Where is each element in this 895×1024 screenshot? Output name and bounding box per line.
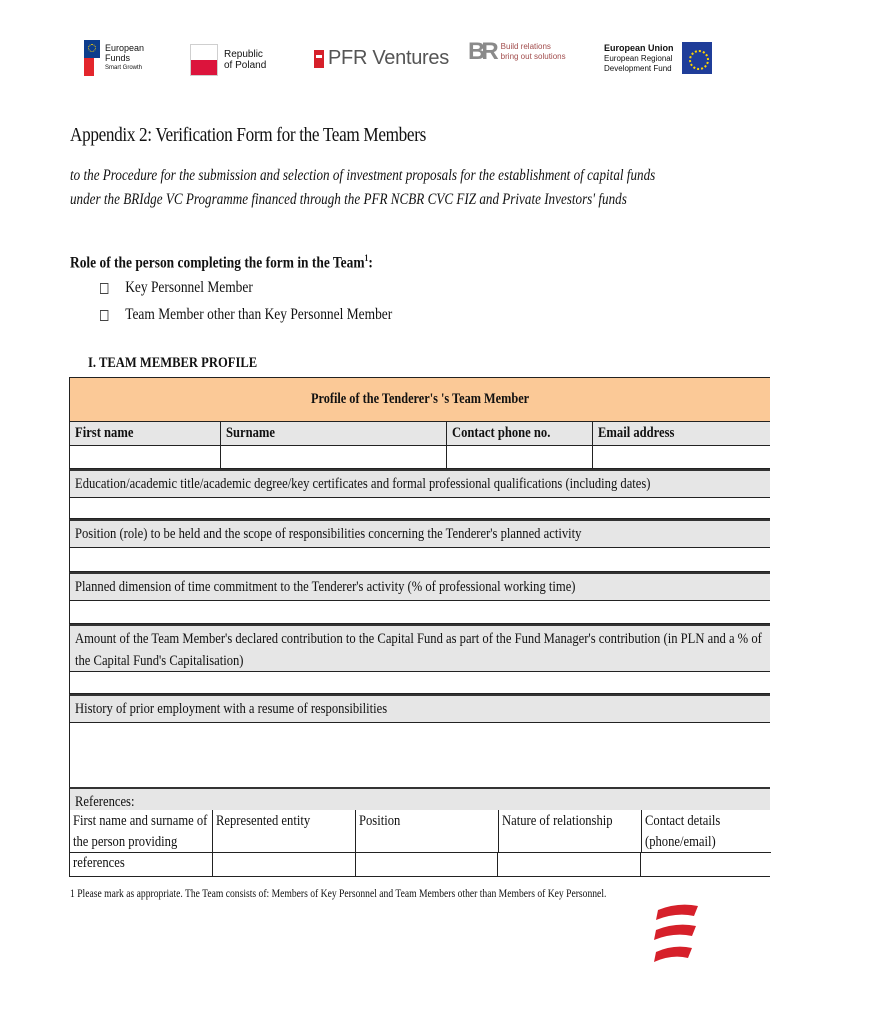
position-label — [69, 519, 770, 548]
page-subtitle: to the Procedure for the submission and selection of investment proposals for the establishment of capital funds under the BRIdge VC Programme financed through the PFR NCBR CVC FIZ and Private Investors' funds — [70, 167, 656, 208]
pfr-icon — [314, 50, 324, 68]
column-header-first-name — [70, 422, 221, 446]
column-header-position — [356, 810, 499, 853]
employment-history-field[interactable] — [69, 723, 770, 787]
name-input-row — [69, 446, 770, 469]
column-header-text: Position — [359, 813, 401, 829]
checkbox-icon[interactable] — [100, 310, 108, 321]
column-header-relationship — [499, 810, 642, 853]
role-heading-text: Role of the person completing the form in the Team — [70, 254, 365, 272]
name-header-row — [69, 422, 770, 446]
field-label-text: History of prior employment with a resume of responsibilities — [75, 701, 388, 717]
column-header-text: Nature of relationship — [502, 813, 613, 829]
eu-line2: European Regional — [604, 53, 673, 63]
column-header-contact-details — [642, 810, 771, 853]
br-mark-icon: BR — [468, 38, 495, 65]
team-member-form — [69, 377, 770, 877]
european-funds-logo — [84, 40, 144, 76]
phone-field[interactable] — [447, 446, 593, 469]
eu-line3: Development Fund — [604, 63, 672, 73]
role-option-label: Key Personnel Member — [125, 279, 253, 296]
column-header-text: Contact details (phone/email) — [645, 813, 721, 850]
eu-flag-icon — [682, 42, 712, 74]
checkbox-icon[interactable] — [100, 283, 108, 294]
time-commitment-field[interactable] — [69, 601, 770, 624]
first-name-field[interactable] — [70, 446, 221, 469]
footnote: 1 Please mark as appropriate. The Team consists of: Members of Key Personnel and Team Members other than Members of Key Personnel. — [70, 886, 607, 900]
education-field[interactable] — [69, 498, 770, 519]
column-header-text: Represented entity — [216, 813, 311, 829]
column-header-phone — [447, 422, 593, 446]
pfr-ventures-text: PFR Ventures — [328, 47, 449, 69]
role-option-team-member[interactable] — [100, 306, 392, 324]
section-heading: I. TEAM MEMBER PROFILE — [88, 355, 258, 371]
column-header-text: Surname — [225, 425, 275, 441]
referee-position-field[interactable] — [356, 853, 499, 877]
ef-line1: European — [105, 43, 145, 53]
email-field[interactable] — [593, 446, 770, 469]
br-line1: Build relations — [500, 42, 551, 51]
eu-line1-text: European Union — [604, 42, 674, 53]
column-header-text: First name — [75, 425, 134, 441]
polish-flag-icon — [190, 44, 218, 76]
employment-history-label — [69, 694, 770, 723]
field-label-text: Education/academic title/academic degree/key certificates and formal professional qualifications (including dates) — [75, 476, 651, 492]
ef-line3: Smart Growth — [105, 65, 143, 71]
column-header-referee-name — [70, 810, 213, 871]
column-header-text: Contact phone no. — [452, 425, 551, 441]
contact-details-field[interactable] — [641, 853, 770, 877]
role-option-label: Team Member other than Key Personnel Member — [125, 306, 393, 323]
position-field[interactable] — [69, 548, 770, 572]
pfr-ribbon-icon — [652, 900, 702, 970]
surname-field[interactable] — [221, 446, 448, 469]
form-title-row — [69, 377, 770, 422]
european-funds-icon — [84, 40, 100, 76]
eu-line1 — [604, 43, 674, 54]
contribution-field[interactable] — [69, 672, 770, 694]
role-heading — [70, 253, 373, 272]
page-title: Appendix 2: Verification Form for the Team Members — [70, 124, 426, 146]
column-header-surname — [221, 422, 448, 446]
references-label — [69, 787, 770, 810]
field-label-text: Amount of the Team Member's declared contribution to the Capital Fund as part of the Fund Manager's contribution (in PLN and a % of the Capital Fund's Capitalisation) — [75, 631, 762, 669]
references-label-text: References: — [75, 794, 135, 810]
br-line2: bring out solutions — [500, 52, 566, 61]
column-header-text: First name and surname of the person providing references — [73, 813, 208, 871]
field-label-text: Planned dimension of time commitment to the Tenderer's activity (% of professional working time) — [75, 579, 576, 595]
role-footnote-mark: 1 — [364, 253, 369, 263]
references-input-row — [69, 853, 770, 877]
republic-of-poland-logo — [190, 44, 266, 76]
form-title: Profile of the Tenderer's 's Team Member — [310, 391, 530, 407]
column-header-represented-entity — [213, 810, 356, 853]
contribution-label — [69, 624, 770, 672]
pfr-ventures-logo — [314, 47, 449, 70]
logo-bar — [0, 38, 770, 88]
role-heading-suffix: : — [368, 254, 373, 272]
references-header-row — [69, 810, 770, 871]
education-label — [69, 469, 770, 498]
referee-name-field[interactable] — [70, 853, 213, 877]
pl-line2: of Poland — [224, 60, 267, 71]
relationship-field[interactable] — [498, 853, 641, 877]
column-header-text: Email address — [598, 425, 675, 441]
european-union-logo — [604, 42, 712, 74]
br-logo — [468, 38, 566, 66]
ef-line2: Funds — [105, 53, 131, 63]
represented-entity-field[interactable] — [213, 853, 356, 877]
field-label-text: Position (role) to be held and the scope of responsibilities concerning the Tenderer's planned activity — [75, 526, 582, 542]
role-option-key-personnel[interactable] — [100, 279, 253, 297]
column-header-email — [593, 422, 770, 446]
pl-line1: Republic — [224, 49, 263, 60]
time-commitment-label — [69, 572, 770, 601]
